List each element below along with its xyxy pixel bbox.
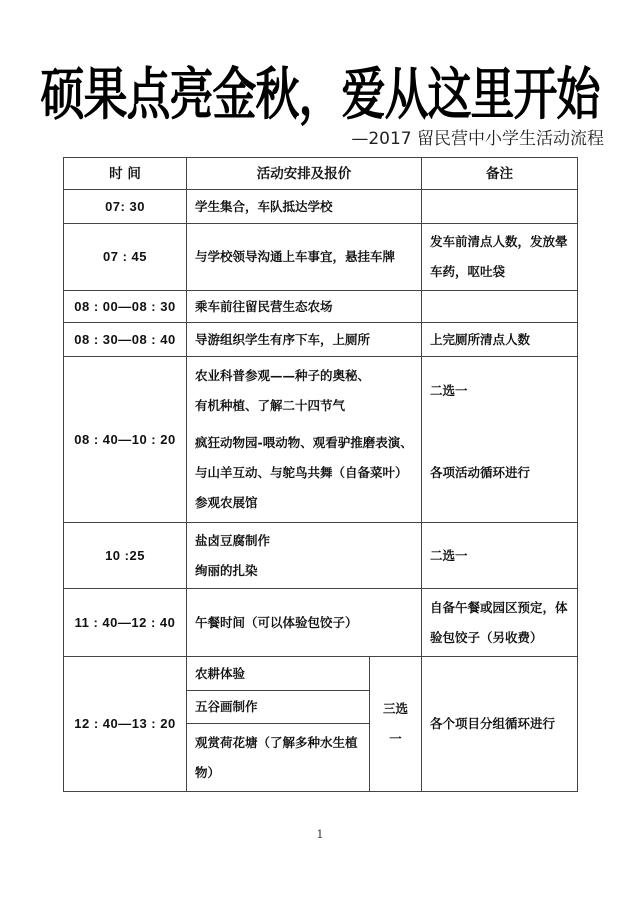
- note-cell: [422, 425, 578, 523]
- table-row: [64, 224, 578, 291]
- activity-line: 物）: [195, 764, 221, 780]
- table-row: [64, 357, 578, 425]
- time-cell: 08 : 00—08 : 30: [64, 291, 187, 323]
- activity-cell: [187, 657, 370, 691]
- note-line: 发车前清点人数，发放晕: [430, 234, 568, 249]
- activity-cell: [187, 357, 422, 425]
- header-activity: 活动安排及报价: [187, 158, 422, 190]
- activity-line: 农耕体验: [195, 665, 246, 681]
- note-cell: [422, 657, 578, 792]
- note-line: 二选一: [430, 547, 468, 563]
- activity-line: 导游组织学生有序下车，上厕所: [195, 331, 371, 347]
- note-cell: [422, 523, 578, 589]
- table-row: [64, 523, 578, 589]
- activity-line: 乘车前往留民营生态农场: [195, 298, 333, 314]
- table-row: [64, 291, 578, 323]
- activity-line: 与山羊互动、与鸵鸟共舞（自备菜叶）: [195, 465, 408, 481]
- activity-cell: [187, 291, 422, 323]
- activity-cell: [187, 224, 422, 291]
- note-line: 验包饺子（另收费）: [430, 629, 543, 645]
- note-cell: [422, 190, 578, 224]
- note-cell: [422, 224, 578, 291]
- activity-line: 午餐时间（可以体验包饺子）: [195, 614, 358, 630]
- subtitle: —2017 留民营中小学生活动流程: [351, 129, 604, 149]
- note-line: 各项活动循环进行: [430, 465, 531, 481]
- page-number: 1: [316, 828, 324, 841]
- table-row: [64, 190, 578, 224]
- note-line: 车药，呕吐袋: [430, 264, 506, 279]
- activity-line: 有机种植、了解二十四节气: [195, 397, 346, 413]
- note-cell: [422, 323, 578, 357]
- activity-line: 观赏荷花塘（了解多种水生植: [195, 734, 358, 750]
- activity-line: 盐卤豆腐制作: [195, 532, 271, 548]
- table-row: [64, 589, 578, 657]
- activity-cell: [187, 190, 422, 224]
- activity-line: 学生集合，车队抵达学校: [195, 198, 333, 214]
- time-cell: 10 :25: [64, 523, 187, 589]
- activity-line: 农业科普参观——种子的奥秘、: [195, 367, 371, 383]
- note-line: 自备午餐或园区预定，体: [430, 599, 568, 615]
- activity-line: 绚丽的扎染: [195, 562, 258, 578]
- activity-cell: [187, 724, 370, 792]
- time-cell: 07 : 45: [64, 224, 187, 291]
- choice-cell: 三选一: [370, 657, 422, 792]
- time-cell: 11 : 40—12 : 40: [64, 589, 187, 657]
- time-cell: 07: 30: [64, 190, 187, 224]
- note-line: 各个项目分组循环进行: [430, 716, 556, 731]
- time-cell: 08 : 40—10 : 20: [64, 357, 187, 523]
- note-line: 上完厕所清点人数: [430, 331, 531, 347]
- table-row: [64, 323, 578, 357]
- activity-line: 与学校领导沟通上车事宜，悬挂车牌: [195, 249, 396, 264]
- header-time: 时 间: [64, 158, 187, 190]
- note-cell: [422, 291, 578, 323]
- time-cell: 12 : 40—13 : 20: [64, 657, 187, 792]
- activity-cell: [187, 691, 370, 724]
- note-cell: [422, 357, 578, 425]
- activity-line: 参观农展馆: [195, 495, 258, 511]
- time-cell: 08 : 30—08 : 40: [64, 323, 187, 357]
- activity-cell: [187, 523, 422, 589]
- activity-cell: [187, 323, 422, 357]
- main-title: 硕果点亮金秋，爱从这里开始: [40, 62, 600, 128]
- activity-cell: [187, 589, 422, 657]
- header-note: 备注: [422, 158, 578, 190]
- table-row: [64, 657, 578, 691]
- activity-line: 疯狂动物园-喂动物、观看驴推磨表演、: [195, 435, 413, 451]
- activity-cell: [187, 425, 422, 523]
- activity-line: 五谷画制作: [195, 699, 258, 714]
- table-header-row: [64, 158, 578, 190]
- schedule-table: [63, 157, 578, 792]
- note-line: 二选一: [430, 382, 468, 398]
- note-cell: [422, 589, 578, 657]
